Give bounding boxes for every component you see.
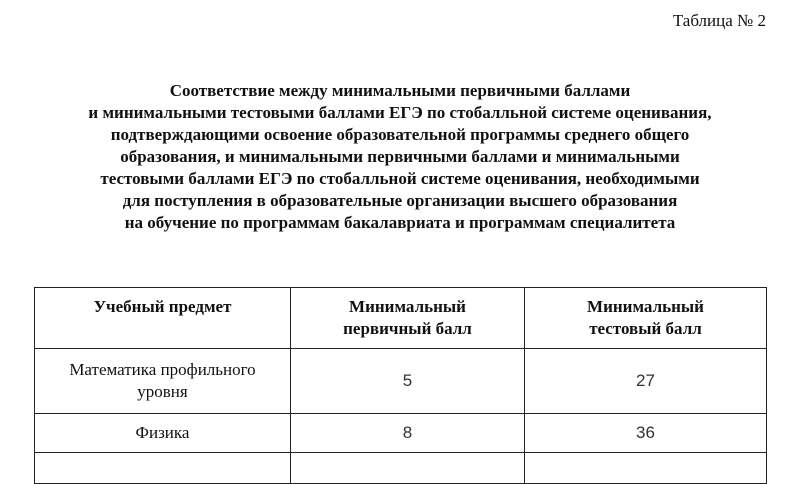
min-primary-cell: 8 bbox=[291, 414, 525, 453]
min-test-cell: 27 bbox=[525, 349, 767, 414]
header-subject-label: Учебный предмет bbox=[93, 297, 232, 316]
table-row bbox=[35, 453, 767, 484]
table-row bbox=[35, 414, 767, 453]
header-min-test-line2: тестовый балл bbox=[589, 319, 702, 338]
table-number-label: Таблица № 2 bbox=[672, 11, 766, 30]
subject-cell bbox=[35, 349, 291, 414]
min-test-cell: 36 bbox=[525, 414, 767, 453]
header-min-test bbox=[525, 288, 767, 349]
min-primary-cell bbox=[291, 453, 525, 484]
heading-line: для поступления в образовательные организации высшего образования bbox=[122, 191, 678, 210]
header-subject bbox=[35, 288, 291, 349]
header-spacer bbox=[41, 318, 284, 340]
table-header-row bbox=[35, 288, 767, 349]
subject-line: Математика профильного bbox=[69, 360, 256, 379]
header-min-primary-line1: Минимальный bbox=[349, 297, 466, 316]
min-test-cell bbox=[525, 453, 767, 484]
min-primary-cell: 5 bbox=[291, 349, 525, 414]
heading-line: тестовыми баллами ЕГЭ по стобалльной системе оценивания, необходимыми bbox=[100, 169, 700, 188]
document-heading bbox=[0, 80, 800, 234]
subject-cell bbox=[35, 453, 291, 484]
table-row bbox=[35, 349, 767, 414]
heading-line: на обучение по программам бакалавриата и программам специалитета bbox=[124, 213, 676, 232]
heading-line: и минимальными тестовыми баллами ЕГЭ по стобалльной системе оценивания, bbox=[88, 103, 712, 122]
header-min-primary bbox=[291, 288, 525, 349]
scores-table bbox=[34, 287, 767, 484]
subject-line: Физика bbox=[135, 423, 190, 442]
subject-line: уровня bbox=[137, 382, 188, 401]
header-min-primary-line2: первичный балл bbox=[343, 319, 472, 338]
header-min-test-line1: Минимальный bbox=[587, 297, 704, 316]
heading-line: Соответствие между минимальными первичными баллами bbox=[169, 81, 631, 100]
subject-cell bbox=[35, 414, 291, 453]
heading-line: образования, и минимальными первичными баллами и минимальными bbox=[120, 147, 680, 166]
heading-line: подтверждающими освоение образовательной программы среднего общего bbox=[110, 125, 690, 144]
